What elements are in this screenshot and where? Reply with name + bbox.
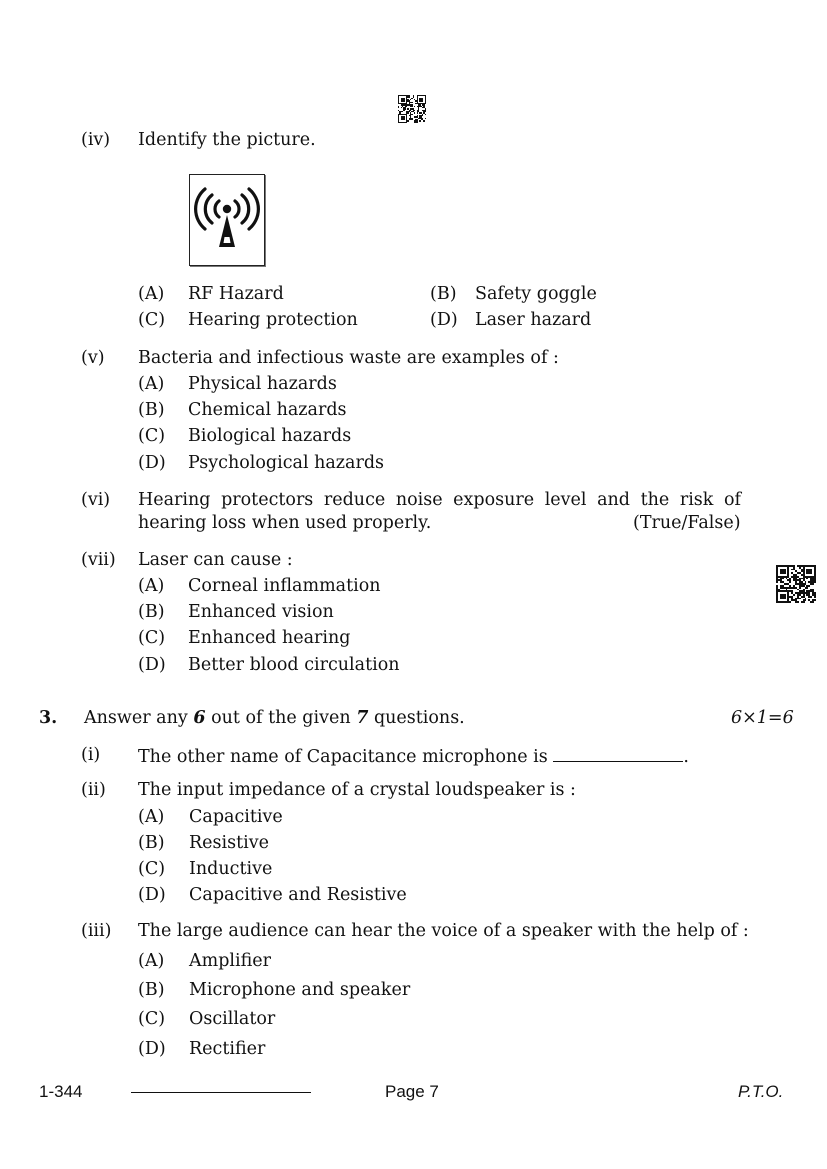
option-text: Oscillator (189, 1009, 276, 1029)
option-text: Enhanced hearing (188, 628, 351, 648)
option-text: Resistive (189, 833, 269, 853)
paper-code: 1-344 (39, 1082, 83, 1101)
option-text: Corneal inflammation (188, 576, 381, 596)
option-text: Physical hazards (188, 374, 337, 394)
option-label: (B) (430, 284, 457, 304)
radio-wave-hazard-icon (190, 175, 264, 265)
option-text: Safety goggle (475, 284, 597, 304)
question-text (138, 747, 689, 767)
question-number: (iii) (81, 921, 112, 941)
please-turn-over: P.T.O. (738, 1082, 784, 1101)
question-instruction (84, 710, 465, 728)
option-label: (C) (138, 628, 166, 648)
true-false-tag: (True/False) (633, 513, 741, 533)
option-label: (D) (138, 453, 166, 473)
option-label: (A) (138, 576, 165, 596)
qr-code-top (398, 95, 426, 123)
option-text: Microphone and speaker (189, 980, 411, 1000)
question-text: Identify the picture. (138, 130, 316, 150)
option-text: Laser hazard (475, 310, 592, 330)
question-number: 3. (39, 708, 58, 728)
option-label: (C) (138, 1009, 166, 1029)
question-number: (v) (81, 348, 105, 368)
option-label: (B) (138, 400, 165, 420)
option-label: (B) (138, 602, 165, 622)
option-text: Biological hazards (188, 426, 352, 446)
qr-code-right (776, 565, 816, 603)
question-number: (vii) (81, 550, 116, 570)
question-end-punct: . (683, 747, 689, 767)
option-text: Enhanced vision (188, 602, 334, 622)
question-number: (ii) (81, 780, 106, 800)
option-label: (D) (430, 310, 458, 330)
rf-hazard-picture (189, 174, 265, 266)
page-number: Page 7 (385, 1082, 439, 1101)
question-text: The large audience can hear the voice of a speaker with the help of : (138, 921, 749, 941)
option-text: Amplifier (189, 951, 272, 971)
instruction-part: out of the given (211, 708, 351, 728)
option-text: RF Hazard (188, 284, 284, 304)
option-text: Capacitive (189, 807, 283, 827)
question-text: Bacteria and infectious waste are examples of : (138, 348, 559, 368)
question-text: Laser can cause : (138, 550, 293, 570)
question-number: (iv) (81, 130, 111, 150)
marks-allocation: 6×1=6 (731, 708, 794, 728)
question-number: (vi) (81, 490, 111, 510)
answer-blank[interactable] (553, 747, 683, 762)
instruction-count: 6 (193, 708, 206, 728)
instruction-part: questions. (373, 708, 465, 728)
option-text: Psychological hazards (188, 453, 385, 473)
question-text-line2: hearing loss when used properly. (138, 513, 432, 533)
option-label: (B) (138, 980, 165, 1000)
option-label: (C) (138, 859, 166, 879)
option-text: Better blood circulation (188, 655, 400, 675)
question-text-body: The other name of Capacitance microphone is (138, 747, 548, 767)
option-label: (C) (138, 310, 166, 330)
footer-divider (131, 1092, 311, 1093)
option-text: Hearing protection (188, 310, 358, 330)
option-text: Inductive (189, 859, 273, 879)
option-label: (A) (138, 807, 165, 827)
option-label: (A) (138, 951, 165, 971)
option-label: (A) (138, 374, 165, 394)
instruction-total: 7 (356, 708, 369, 728)
instruction-part: Answer any (84, 708, 188, 728)
option-text: Chemical hazards (188, 400, 347, 420)
option-text: Capacitive and Resistive (189, 885, 407, 905)
option-text: Rectifier (189, 1039, 266, 1059)
option-label: (D) (138, 885, 166, 905)
question-number: (i) (81, 745, 101, 765)
option-label: (D) (138, 655, 166, 675)
option-label: (D) (138, 1039, 166, 1059)
option-label: (C) (138, 426, 166, 446)
option-label: (A) (138, 284, 165, 304)
question-text: The input impedance of a crystal loudspeaker is : (138, 780, 576, 800)
option-label: (B) (138, 833, 165, 853)
question-text-line1: Hearing protectors reduce noise exposure level and the risk of (138, 490, 741, 510)
